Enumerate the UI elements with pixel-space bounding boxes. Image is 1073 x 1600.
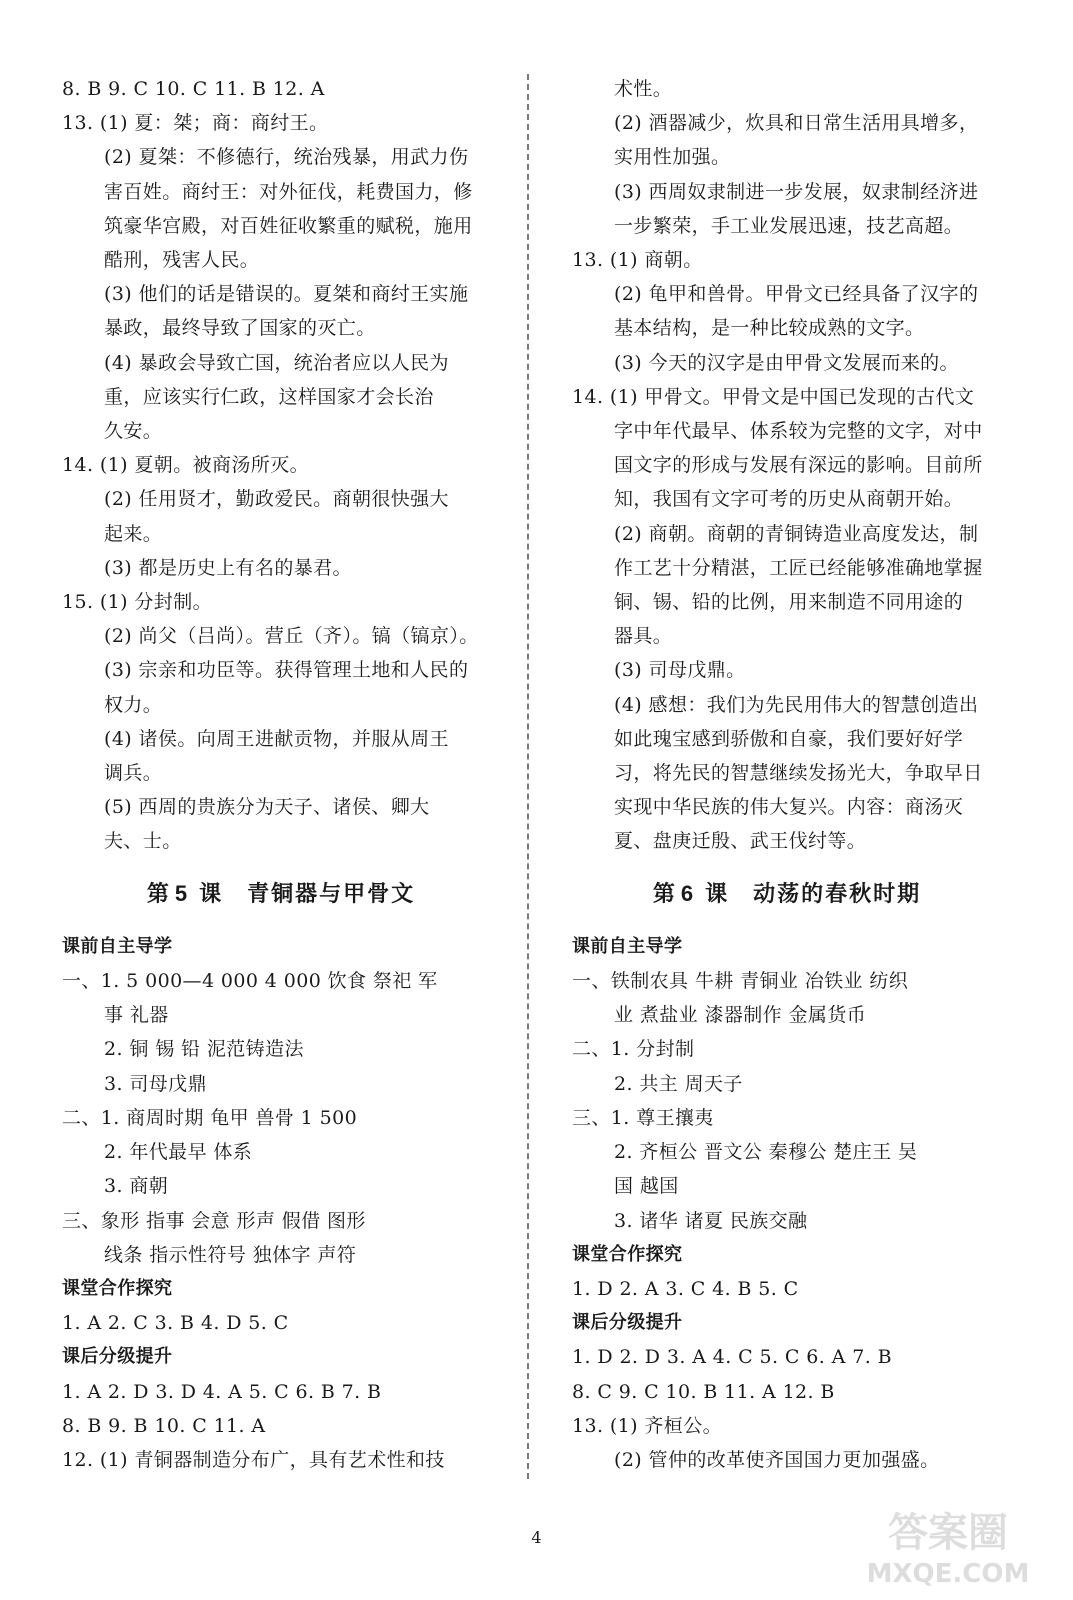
answer-line: 国 越国 <box>614 1175 679 1198</box>
answer-line: 夫、士。 <box>104 830 182 853</box>
answer-line: (4) 诸侯。向周王进献贡物，并服从周王 <box>104 727 449 750</box>
watermark-text-cn: 答案圈 <box>888 1510 1008 1556</box>
answer-line: 8. B 9. B 10. C 11. A <box>62 1414 266 1437</box>
watermark-text-url: MXQE.COM <box>866 1559 1030 1589</box>
answer-line: (3) 今天的汉字是由甲骨文发展而来的。 <box>614 351 959 374</box>
answer-line: 1. D 2. A 3. C 4. B 5. C <box>572 1277 799 1300</box>
answer-line: 3. 司母戊鼎 <box>104 1072 207 1095</box>
answer-line: 实用性加强。 <box>614 146 731 169</box>
answer-line: 14. (1) 夏朝。被商汤所灭。 <box>62 454 310 477</box>
answer-line: 作工艺十分精湛，工匠已经能够准确地掌握 <box>614 556 983 579</box>
answer-line: 12. (1) 青铜器制造分布广，具有艺术性和技 <box>62 1448 445 1471</box>
answer-line: 13. (1) 齐桓公。 <box>572 1414 723 1437</box>
answer-line: 3. 诸华 诸夏 民族交融 <box>614 1209 808 1232</box>
lesson-5-title-text: 课 青铜器与甲骨文 <box>199 881 416 907</box>
right-column <box>572 72 1002 1477</box>
left-bottom-answers <box>62 930 500 1477</box>
answer-line: (2) 任用贤才，勤政爱民。商朝很快强大 <box>104 488 449 511</box>
lesson-5-title-pre: 第 <box>146 881 171 907</box>
answer-line: 1. A 2. C 3. B 4. D 5. C <box>62 1312 289 1335</box>
answer-line: 13. (1) 商朝。 <box>572 249 703 272</box>
left-top-answers <box>62 72 500 859</box>
right-bottom-answers <box>572 930 1002 1477</box>
answer-line: 8. B 9. C 10. C 11. B 12. A <box>62 78 325 100</box>
page-number: 4 <box>531 1528 542 1547</box>
answer-line: 术性。 <box>614 78 673 100</box>
section-heading: 课前自主导学 <box>62 935 173 957</box>
answer-line: 重，应该实行仁政，这样国家才会长治 <box>104 385 434 408</box>
answer-line: 2. 年代最早 体系 <box>104 1141 253 1164</box>
answer-line: 起来。 <box>104 522 163 545</box>
answer-line: 铜、锡、铅的比例，用来制造不同用途的 <box>614 591 964 614</box>
answer-line: 1. A 2. D 3. D 4. A 5. C 6. B 7. B <box>62 1380 382 1403</box>
answer-line: 一步繁荣，手工业发展迅速，技艺高超。 <box>614 214 964 237</box>
answer-line: 一、1. 5 000—4 000 4 000 饮食 祭祀 军 <box>62 970 438 993</box>
lesson-6-title <box>572 877 1002 912</box>
answer-line: (3) 司母戊鼎。 <box>614 659 746 682</box>
answer-line: 二、1. 商周时期 龟甲 兽骨 1 500 <box>62 1106 358 1129</box>
answer-line: 如此瑰宝感到骄傲和自豪，我们要好好学 <box>614 727 964 750</box>
answer-line: 8. C 9. C 10. B 11. A 12. B <box>572 1380 835 1403</box>
lesson-5-title <box>62 877 500 912</box>
answer-line: 权力。 <box>104 693 163 716</box>
answer-line: (2) 商朝。商朝的青铜铸造业高度发达，制 <box>614 522 979 545</box>
answer-line: 习，将先民的智慧继续发扬光大，争取早日 <box>614 762 983 785</box>
answer-line: (3) 西周奴隶制进一步发展，奴隶制经济进 <box>614 180 979 203</box>
answer-line: 2. 铜 锡 铅 泥范铸造法 <box>104 1038 304 1061</box>
answer-line: (4) 暴政会导致亡国，统治者应以人民为 <box>104 351 449 374</box>
answer-line: 2. 齐桓公 晋文公 秦穆公 楚庄王 吴 <box>614 1141 918 1164</box>
section-heading: 课前自主导学 <box>572 935 683 957</box>
answer-line: 事 礼器 <box>104 1004 169 1027</box>
answer-line: 三、1. 尊王攘夷 <box>572 1106 714 1129</box>
answer-line: 久安。 <box>104 420 163 443</box>
answer-line: (4) 感想：我们为先民用伟大的智慧创造出 <box>614 693 979 716</box>
section-heading: 课堂合作探究 <box>572 1243 683 1265</box>
answer-line: 夏、盘庚迁殷、武王伐纣等。 <box>614 830 867 853</box>
lesson-5-number: 5 <box>174 880 190 906</box>
answer-line: 实现中华民族的伟大复兴。内容：商汤灭 <box>614 796 964 819</box>
answer-line: (2) 管仲的改革使齐国国力更加强盛。 <box>614 1448 940 1471</box>
answer-line: 2. 共主 周天子 <box>614 1072 743 1095</box>
answer-line: 1. D 2. D 3. A 4. C 5. C 6. A 7. B <box>572 1346 892 1369</box>
watermark-logo <box>843 1500 1053 1590</box>
answer-line: (3) 宗亲和功臣等。获得管理土地和人民的 <box>104 659 469 682</box>
answer-line: 酷刑，残害人民。 <box>104 249 260 272</box>
answer-line: 筑豪华宫殿，对百姓征收繁重的赋税，施用 <box>104 214 473 237</box>
answer-line: 3. 商朝 <box>104 1175 169 1198</box>
answer-line: (2) 龟甲和兽骨。甲骨文已经具备了汉字的 <box>614 283 979 306</box>
answer-line: 知，我国有文字可考的历史从商朝开始。 <box>614 488 964 511</box>
answer-line: 暴政，最终导致了国家的灭亡。 <box>104 317 376 340</box>
answer-line: (2) 夏桀：不修德行，统治残暴，用武力伤 <box>104 146 469 169</box>
answer-line: (5) 西周的贵族分为天子、诸侯、卿大 <box>104 796 430 819</box>
answer-line: 害百姓。商纣王：对外征伐，耗费国力，修 <box>104 180 473 203</box>
section-heading: 课后分级提升 <box>62 1346 173 1368</box>
answer-line: 业 煮盐业 漆器制作 金属货币 <box>614 1004 867 1027</box>
section-heading: 课堂合作探究 <box>62 1277 173 1299</box>
answer-line: (3) 都是历史上有名的暴君。 <box>104 556 352 579</box>
lesson-6-number: 6 <box>680 880 696 906</box>
answer-line: 三、象形 指事 会意 形声 假借 图形 <box>62 1209 366 1232</box>
left-column <box>62 72 500 1477</box>
answer-line: 13. (1) 夏：桀；商：商纣王。 <box>62 112 329 135</box>
lesson-6-title-text: 课 动荡的春秋时期 <box>705 881 922 907</box>
answer-line: (3) 他们的话是错误的。夏桀和商纣王实施 <box>104 283 469 306</box>
answer-line: 15. (1) 分封制。 <box>62 591 213 614</box>
answer-line: (2) 尚父（吕尚）。营丘（齐）。镐（镐京）。 <box>104 625 479 648</box>
lesson-6-title-pre: 第 <box>652 881 677 907</box>
answer-line: 调兵。 <box>104 762 163 785</box>
answer-line: 国文字的形成与发展有深远的影响。目前所 <box>614 454 983 477</box>
answer-line: 字中年代最早、体系较为完整的文字，对中 <box>614 420 983 443</box>
section-heading: 课后分级提升 <box>572 1312 683 1334</box>
answer-line: 二、1. 分封制 <box>572 1038 695 1061</box>
answer-line: 器具。 <box>614 625 673 648</box>
answer-line: 14. (1) 甲骨文。甲骨文是中国已发现的古代文 <box>572 385 975 408</box>
answer-line: 线条 指示性符号 独体字 声符 <box>104 1243 357 1266</box>
answer-line: (2) 酒器减少，炊具和日常生活用具增多， <box>614 112 979 135</box>
right-top-answers <box>572 72 1002 859</box>
column-divider <box>527 74 529 1479</box>
answer-line: 一、铁制农具 牛耕 青铜业 冶铁业 纺织 <box>572 970 909 993</box>
answer-line: 基本结构，是一种比较成熟的文字。 <box>614 317 925 340</box>
